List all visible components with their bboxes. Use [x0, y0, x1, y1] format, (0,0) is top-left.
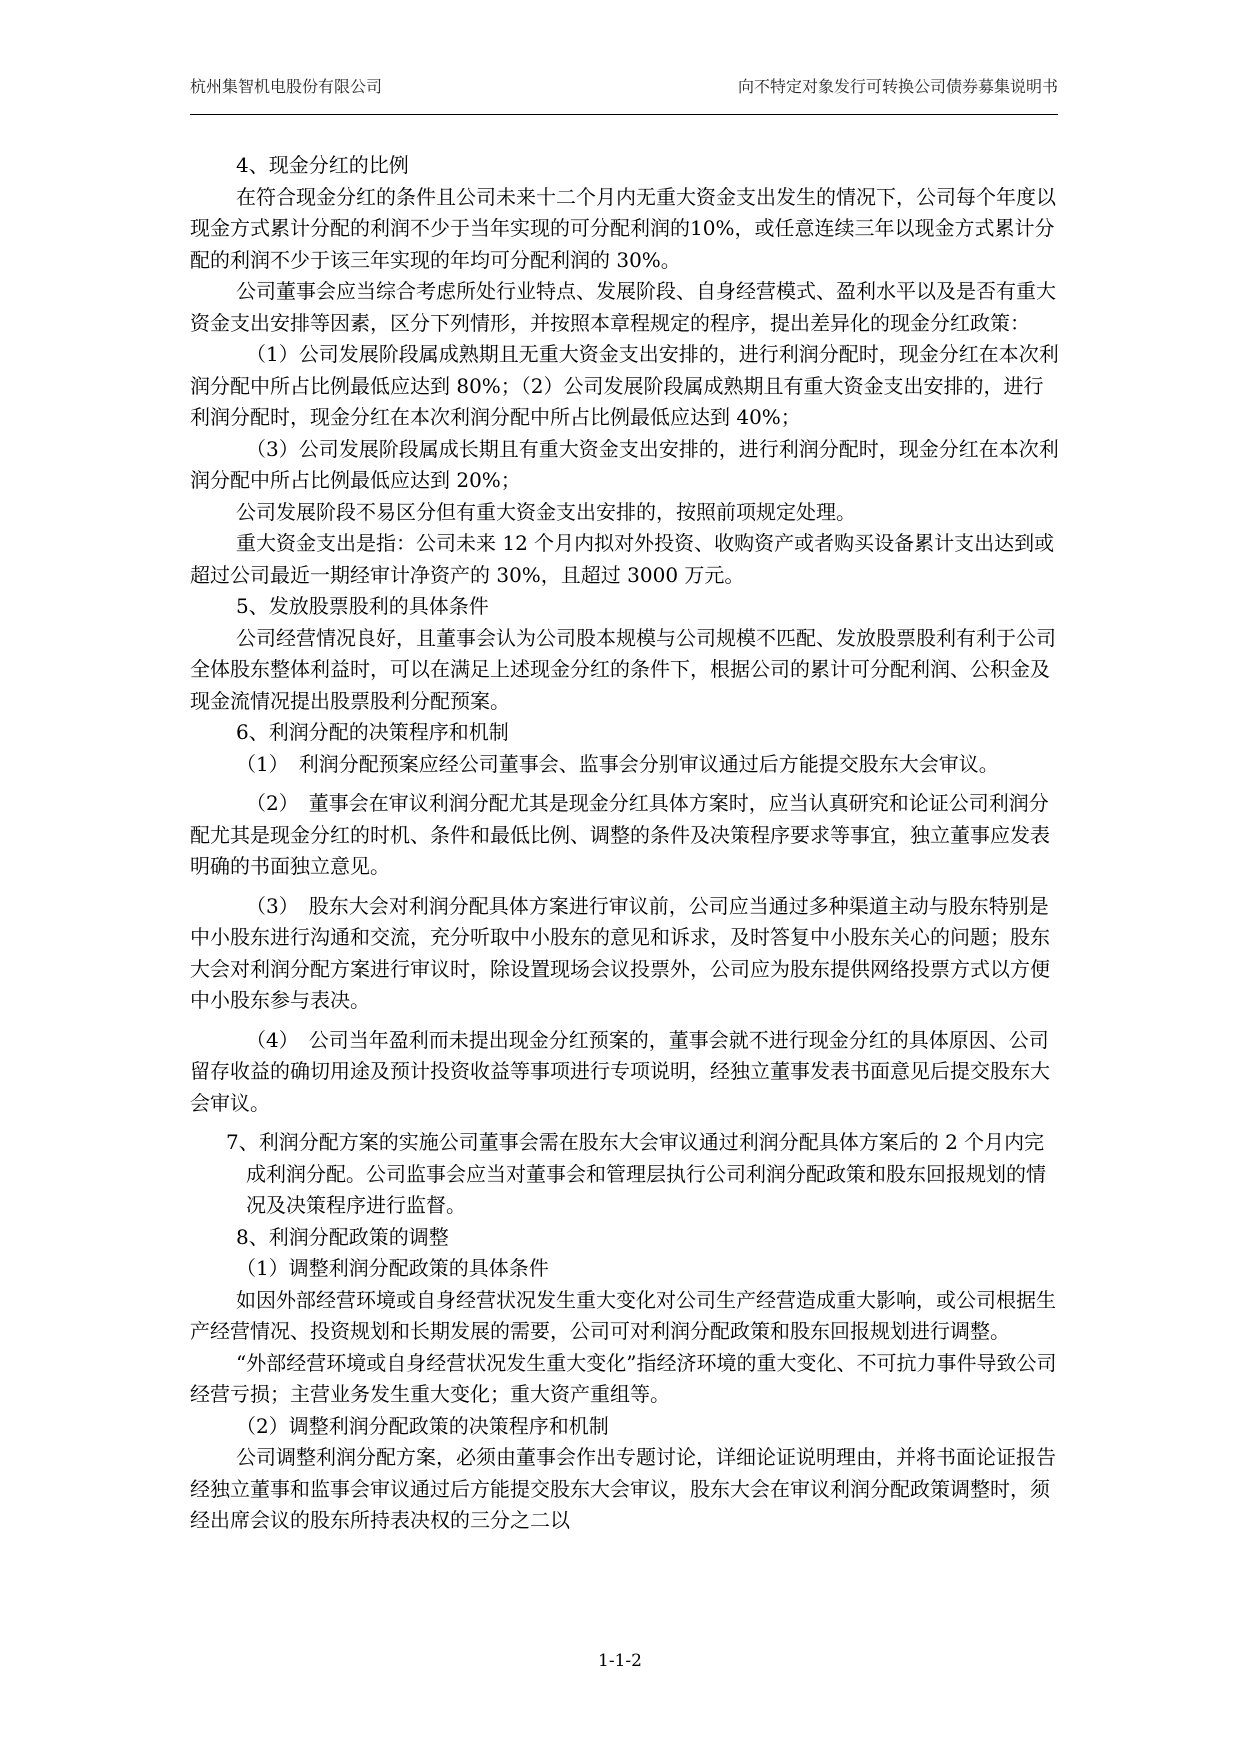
paragraph: 重大资金支出是指：公司未来 12 个月内拟对外投资、收购资产或者购买设备累计支出达到或超过公司最近一期经审计净资产的 30%，且超过 3000 万元。 [190, 531, 1055, 587]
paragraph: 公司发展阶段不易区分但有重大资金支出安排的，按照前项规定处理。 [236, 499, 856, 524]
paragraph: 公司董事会应当综合考虑所处行业特点、发展阶段、自身经营模式、盈利水平以及是否有重大资金支出安排等因素，区分下列情形，并按照本章程规定的程序，提出差异化的现金分红政策： [190, 279, 1056, 335]
paragraph: 公司经营情况良好，且董事会认为公司股本规模与公司规模不匹配、发放股票股利有利于公司全体股东整体利益时，可以在满足上述现金分红的条件下，根据公司的累计可分配利润、公积金及现金流情况提出股票股利分配预案。 [190, 625, 1056, 713]
paragraph: “外部经营环境或自身经营状况发生重大变化”指经济环境的重大变化、不可抗力事件导致公司经营亏损；主营业务发生重大变化；重大资产重组等。 [190, 1350, 1057, 1406]
paragraph: 在符合现金分红的条件且公司未来十二个月内无重大资金支出发生的情况下，公司每个年度以现金方式累计分配的利润不少于当年实现的可分配利润的10%，或任意连续三年以现金方式累计分配的利润不少于该三年实现的年均可分配利润的 30%。 [190, 184, 1056, 272]
paragraph: （1）公司发展阶段属成熟期且无重大资金支出安排的，进行利润分配时，现金分红在本次利润分配中所占比例最低应达到 80%；（2）公司发展阶段属成熟期且有重大资金支出安排的，进行利润分配时，现金分红在本次利润分配中所占比例最低应达到 40%； [190, 342, 1059, 429]
subheading: （1）调整利润分配政策的具体条件 [236, 1256, 549, 1280]
paragraph: 公司调整利润分配方案，必须由董事会作出专题讨论，详细论证说明理由，并将书面论证报告经独立董事和监事会审议通过后方能提交股东大会审议，股东大会在审议利润分配政策调整时，须经出席会议的股东所持表决权的三分之二以 [190, 1445, 1056, 1532]
list-item: （3） 股东大会对利润分配具体方案进行审议前，公司应当通过多种渠道主动与股东特别是中小股东进行沟通和交流，充分听取中小股东的意见和诉求，及时答复中小股东关心的问题；股东大会对利润分配方案进行审议时，除设置现场会议投票外，公司应为股东提供网络投票方式以方便中小股东参与表决。 [190, 893, 1050, 1012]
document-body [190, 150, 1060, 1537]
section-heading-5: 5、发放股票股利的具体条件 [236, 594, 489, 618]
list-item: （1） 利润分配预案应经公司董事会、监事会分别审议通过后方能提交股东大会审议。 [236, 751, 999, 776]
page-number: 1-1-2 [598, 1651, 642, 1671]
paragraph: （3）公司发展阶段属成长期且有重大资金支出安排的，进行利润分配时，现金分红在本次利润分配中所占比例最低应达到 20%； [190, 436, 1059, 492]
company-name: 杭州集智机电股份有限公司 [190, 77, 383, 96]
section-heading-7: 7、利润分配方案的实施公司董事会需在股东大会审议通过利润分配具体方案后的 2 个月内完成利润分配。公司监事会应当对董事会和管理层执行公司利润分配政策和股东回报规划的情况及决策程序进行监督。 [226, 1130, 1046, 1217]
paragraph: 如因外部经营环境或自身经营状况发生重大变化对公司生产经营造成重大影响，或公司根据生产经营情况、投资规划和长期发展的需要，公司可对利润分配政策和股东回报规划进行调整。 [190, 1287, 1056, 1343]
subheading: （2）调整利润分配政策的决策程序和机制 [236, 1413, 609, 1438]
page-header [190, 74, 1058, 115]
document-title: 向不特定对象发行可转换公司债券募集说明书 [737, 77, 1058, 96]
section-heading-8: 8、利润分配政策的调整 [236, 1224, 449, 1249]
list-item: （2） 董事会在审议利润分配尤其是现金分红具体方案时，应当认真研究和论证公司利润分配尤其是现金分红的时机、条件和最低比例、调整的条件及决策程序要求等事宜，独立董事应发表明确的书面独立意见。 [190, 791, 1050, 878]
section-heading-4: 4、现金分红的比例 [236, 153, 409, 177]
list-item: （4） 公司当年盈利而未提出现金分红预案的，董事会就不进行现金分红的具体原因、公司留存收益的确切用途及预计投资收益等事项进行专项说明，经独立董事发表书面意见后提交股东大会审议。 [190, 1027, 1050, 1115]
section-heading-6: 6、利润分配的决策程序和机制 [236, 720, 509, 744]
